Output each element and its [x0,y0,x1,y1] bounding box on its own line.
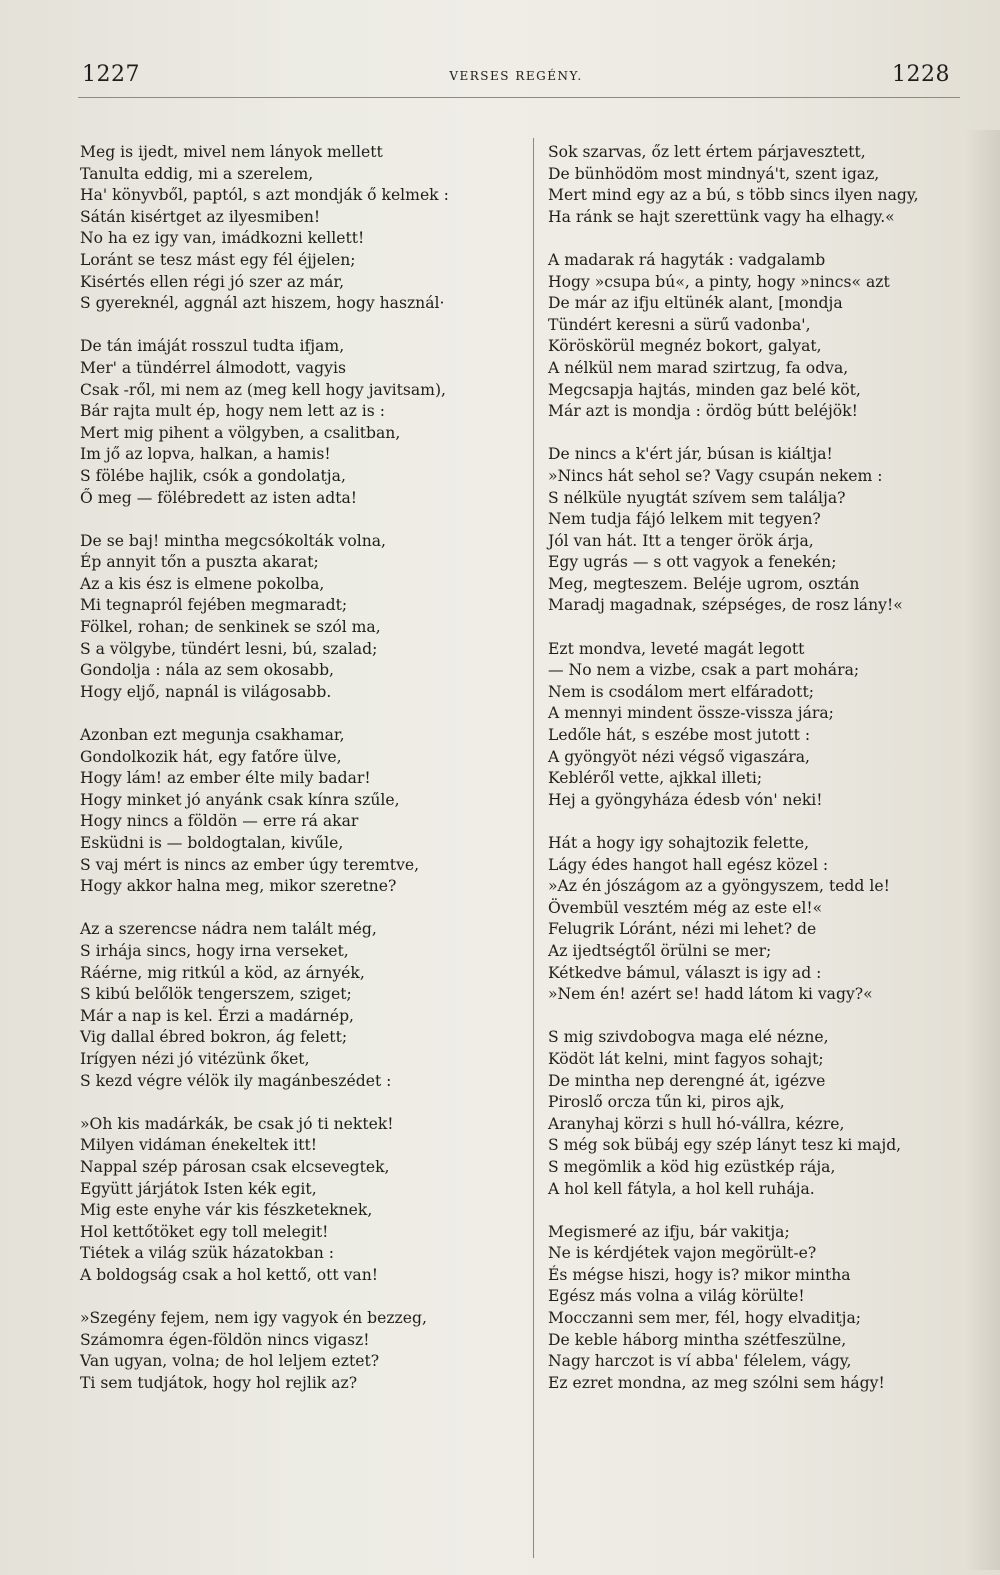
verse-line: Sátán kisértget az ilyesmiben! [80,207,321,226]
verse-line: Ezt mondva, leveté magát legott [548,639,805,658]
verse-line: Meg is ijedt, mivel nem lányok mellett [80,143,383,161]
stanza [548,639,968,812]
verse-line: Mert mind egy az a bú, s több sincs ilyen nagy, [548,186,919,205]
verse-line: Egész más volna a világ körülte! [548,1287,805,1306]
stanza [548,444,968,617]
verse-line: Mer' a tündérrel álmodott, vagyis [80,358,346,377]
verse-line: Hogy akkor halna meg, mikor szeretne? [80,877,397,896]
left-column [80,142,520,1416]
verse-line: De se baj! mintha megcsókolták volna, [80,531,386,550]
verse-line: Azonban ezt megunja csakhamar, [80,726,345,745]
verse-line: Hogy eljő, napnál is világosabb. [80,682,332,701]
verse-line: Tiétek a világ szük házatokban : [80,1244,334,1263]
verse-line: A nélkül nem marad szirtzug, fa odva, [548,358,849,377]
verse-line: Bár rajta mult ép, hogy nem lett az is : [80,402,386,421]
verse-line: Hát a hogy igy sohajtozik felette, [548,834,810,852]
verse-line: Ledőle hát, s eszébe most jutott : [548,726,811,745]
verse-line: Az a kis ész is elmene pokolba, [80,574,325,593]
verse-line: Nem tudja fájó lelkem mit tegyen? [548,510,821,529]
verse-line: Ráérne, mig ritkúl a köd, az árnyék, [80,963,365,982]
verse-line: »Az én jószágom az a gyöngyszem, tedd le! [548,877,890,896]
verse-line: Tanulta eddig, mi a szerelem, [80,164,314,183]
stanza [80,142,520,315]
stanza [80,919,520,1092]
verse-line: Csak -ről, mi nem az (meg kell hogy javitsam), [80,380,447,399]
verse-line: Loránt se tesz mást egy fél éjjelen; [80,250,356,269]
verse-line: »Nem én! azért se! hadd látom ki vagy?« [548,985,873,1004]
verse-line: Már a nap is kel. Érzi a madárnép, [80,1006,355,1025]
verse-line: S megömlik a köd hig ezüstkép rája, [548,1157,836,1176]
verse-line: Kebléről vette, ajkkal illeti; [548,769,763,788]
verse-line: Nagy harczot is ví abba' félelem, vágy, [548,1352,852,1371]
verse-line: Meg, megteszem. Beléje ugrom, osztán [548,574,860,593]
verse-line: Nappal szép párosan csak elcsevegtek, [80,1157,390,1176]
verse-line: Kisértés ellen régi jó szer az már, [80,272,345,291]
stanza [548,833,968,1006]
verse-line: Együtt járjátok Isten kék egit, [80,1179,317,1198]
right-column [548,142,968,1416]
verse-line: De nincs a k'ért jár, búsan is kiáltja! [548,445,833,464]
stanza [548,250,968,423]
verse-line: Gondolja : nála az sem okosabb, [80,661,335,680]
stanza [80,531,520,704]
running-title: VERSES REGÉNY. [449,69,583,83]
verse-line: Számomra égen-földön nincs vigasz! [80,1330,370,1349]
verse-line: De tán imáját rosszul tudta ifjam, [80,337,345,356]
verse-line: A mennyi mindent össze-vissza jára; [548,704,834,723]
verse-line: A boldogság csak a hol kettő, ott van! [80,1265,379,1284]
page-number-left: 1227 [82,62,140,87]
verse-line: Mi tegnapról fejében megmaradt; [80,596,348,615]
verse-line: Felugrik Lóránt, nézi mi lehet? de [548,920,817,939]
verse-line: És mégse hiszi, hogy is? mikor mintha [548,1265,851,1284]
verse-line: S nélküle nyugtát szívem sem találja? [548,488,846,507]
stanza [80,336,520,509]
verse-line: Az a szerencse nádra nem talált még, [80,920,377,939]
verse-line: Mert mig pihent a völgyben, a csalitban, [80,423,401,442]
verse-line: S a völgybe, tündért lesni, bú, szalad; [80,639,378,658]
verse-line: S mig szivdobogva maga elé nézne, [548,1028,829,1047]
verse-line: S vaj mért is nincs az ember úgy teremtve, [80,855,420,874]
verse-line: — No nem a vizbe, csak a part mohára; [548,661,860,680]
verse-line: S fölébe hajlik, csók a gondolatja, [80,466,346,485]
verse-line: Övembül vesztém még az este el!« [548,898,823,917]
stanza [548,1027,968,1200]
verse-line: Hej a gyöngyháza édesb vón' neki! [548,790,823,809]
verse-line: Van ugyan, volna; de hol leljem eztet? [80,1352,380,1371]
page-header [82,62,950,96]
verse-line: Aranyhaj körzi s hull hó-vállra, kézre, [548,1114,845,1133]
verse-line: Hogy »csupa bú«, a pinty, hogy »nincs« azt [548,272,890,291]
page-edge [966,130,1000,1570]
verse-line: Már azt is mondja : ördög bútt beléjök! [548,402,858,421]
verse-line: De keble háborg mintha szétfeszülne, [548,1330,847,1349]
verse-line: Egy ugrás — s ott vagyok a fenekén; [548,553,837,572]
verse-line: No ha ez igy van, imádkozni kellett! [80,229,365,248]
header-rule [78,97,960,98]
verse-line: S kibú belőlök tengerszem, sziget; [80,985,352,1004]
verse-line: S kezd végre vélök ily magánbeszédet : [80,1071,392,1090]
stanza [548,142,968,228]
verse-line: Piroslő orcza tűn ki, piros ajk, [548,1093,785,1112]
verse-line: Megismeré az ifju, bár vakitja; [548,1222,790,1241]
verse-line: Lágy édes hangot hall egész közel : [548,855,829,874]
verse-line: Vig dallal ébred bokron, ág felett; [80,1028,348,1047]
verse-line: »Oh kis madárkák, be csak jó ti nektek! [80,1114,394,1133]
verse-line: A madarak rá hagyták : vadgalamb [548,250,826,269]
verse-line: »Szegény fejem, nem igy vagyok én bezzeg, [80,1309,427,1328]
verse-line: Az ijedtségtől örülni se mer; [548,941,772,960]
verse-line: Ti sem tudjátok, hogy hol rejlik az? [80,1373,358,1392]
column-divider [533,138,534,1558]
verse-line: Hol kettőtöket egy toll melegit! [80,1222,329,1241]
verse-line: De mintha nep derengné át, igézve [548,1071,826,1090]
verse-line: Gondolkozik hát, egy fatőre ülve, [80,747,342,766]
stanza [80,1308,520,1394]
verse-line: Ha ránk se hajt szerettünk vagy ha elhagy.« [548,207,895,226]
stanza [80,725,520,898]
verse-line: Ködöt lát kelni, mint fagyos sohajt; [548,1049,824,1068]
verse-line: De már az ifju eltünék alant, [mondja [548,294,843,313]
verse-line: »Nincs hát sehol se? Vagy csupán nekem : [548,466,883,485]
verse-line: Ép annyit tőn a puszta akarat; [80,553,319,572]
verse-line: Kétkedve bámul, választ is igy ad : [548,963,822,982]
verse-line: Hogy nincs a földön — erre rá akar [80,812,359,831]
verse-line: Hogy lám! az ember élte mily badar! [80,769,371,788]
stanza [80,1114,520,1287]
verse-line: Tündért keresni a sürű vadonba', [548,315,811,334]
verse-line: Ő meg — fölébredett az isten adta! [80,488,358,507]
verse-line: Ha' könyvből, paptól, s azt mondják ő kelmek : [80,186,449,205]
verse-line: Milyen vidáman énekeltek itt! [80,1136,317,1155]
verse-line: S irhája sincs, hogy irna verseket, [80,941,349,960]
verse-line: Fölkel, rohan; de senkinek se szól ma, [80,618,381,637]
verse-line: Maradj magadnak, szépséges, de rosz lány!« [548,596,903,615]
verse-line: Megcsapja hajtás, minden gaz belé köt, [548,380,861,399]
verse-line: Hogy minket jó anyánk csak kínra szűle, [80,790,400,809]
verse-line: Esküdni is — boldogtalan, kivűle, [80,834,344,852]
verse-line: Irígyen nézi jó vitézünk őket, [80,1049,310,1068]
verse-line: Sok szarvas, őz lett értem párjavesztett, [548,143,866,161]
verse-line: S gyereknél, aggnál azt hiszem, hogy használ· [80,294,445,313]
verse-line: Köröskörül megnéz bokort, galyat, [548,337,822,356]
stanza [548,1222,968,1395]
verse-line: A gyöngyöt nézi végső vigaszára, [548,747,810,766]
verse-line: Ez ezret mondna, az meg szólni sem hágy! [548,1373,885,1392]
verse-line: Nem is csodálom mert elfáradott; [548,682,814,701]
verse-line: Mig este enyhe vár kis fészketeknek, [80,1201,373,1220]
verse-line: A hol kell fátyla, a hol kell ruhája. [548,1179,815,1198]
verse-line: Ne is kérdjétek vajon megörült-e? [548,1244,817,1263]
verse-line: Mocczanni sem mer, fél, hogy elvaditja; [548,1309,862,1328]
verse-line: Im jő az lopva, halkan, a hamis! [80,445,331,464]
verse-line: De bünhödöm most mindnyá't, szent igaz, [548,164,880,183]
verse-line: Jól van hát. Itt a tenger örök árja, [548,531,814,550]
verse-line: S még sok bübáj egy szép lányt tesz ki majd, [548,1136,902,1155]
page-number-right: 1228 [892,62,950,87]
